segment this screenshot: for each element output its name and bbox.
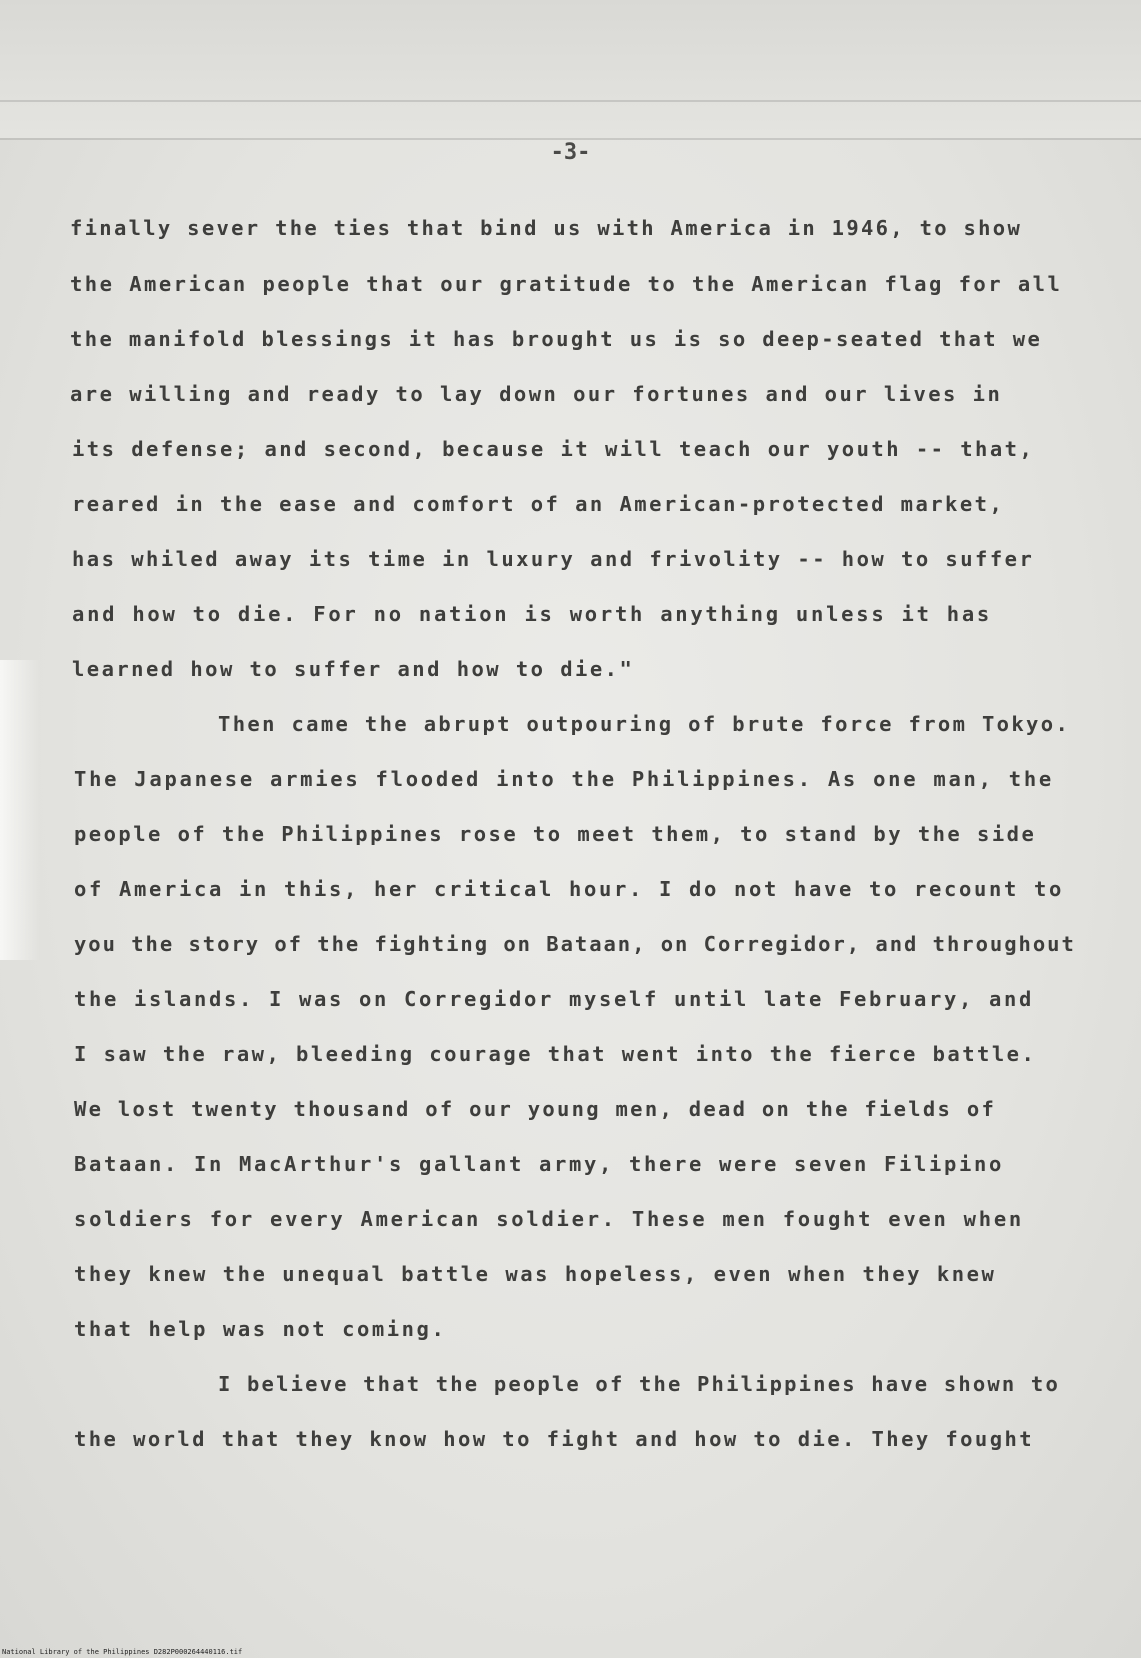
text-line: We lost twenty thousand of our young men, dead on the fields of — [74, 1097, 997, 1121]
left-edge-highlight — [0, 660, 40, 960]
archive-footer: National Library of the Philippines D282P000264440116.tif — [2, 1648, 243, 1656]
text-line: has whiled away its time in luxury and frivolity -- how to suffer — [72, 547, 1035, 571]
text-line: finally sever the ties that bind us with America in 1946, to show — [70, 216, 1023, 240]
paragraph-first-line: Then came the abrupt outpouring of brute force from Tokyo. — [218, 712, 1071, 736]
text-line: of America in this, her critical hour. I do not have to recount to — [74, 877, 1064, 901]
text-line: The Japanese armies flooded into the Philippines. As one man, the — [74, 767, 1054, 791]
text-line: the manifold blessings it has brought us is so deep-seated that we — [70, 327, 1043, 351]
text-line: that help was not coming. — [74, 1317, 447, 1341]
text-line: Bataan. In MacArthur's gallant army, there were seven Filipino — [74, 1152, 1004, 1176]
fold-line — [0, 100, 1141, 102]
text-line: people of the Philippines rose to meet them, to stand by the side — [74, 822, 1037, 846]
text-line: its defense; and second, because it will teach our youth -- that, — [72, 437, 1035, 461]
text-line: learned how to suffer and how to die." — [72, 657, 635, 681]
text-line: you the story of the fighting on Bataan, on Corregidor, and throughout — [74, 932, 1076, 956]
text-line: the islands. I was on Corregidor myself until late February, and — [74, 987, 1034, 1011]
text-line: soldiers for every American soldier. These men fought even when — [74, 1207, 1024, 1231]
text-line: and how to die. For no nation is worth anything unless it has — [72, 602, 992, 626]
top-band — [0, 0, 1141, 138]
text-line: are willing and ready to lay down our fortunes and our lives in — [70, 382, 1003, 406]
paragraph-first-line: I believe that the people of the Philippines have shown to — [218, 1372, 1060, 1396]
text-line: reared in the ease and comfort of an American-protected market, — [72, 492, 1005, 516]
page-number: -3- — [550, 140, 591, 165]
text-line: the world that they know how to fight and how to die. They fought — [74, 1427, 1034, 1451]
text-line: the American people that our gratitude to the American flag for all — [70, 272, 1063, 296]
text-line: they knew the unequal battle was hopeless, even when they knew — [74, 1262, 997, 1286]
text-line: I saw the raw, bleeding courage that went into the fierce battle. — [74, 1042, 1037, 1066]
